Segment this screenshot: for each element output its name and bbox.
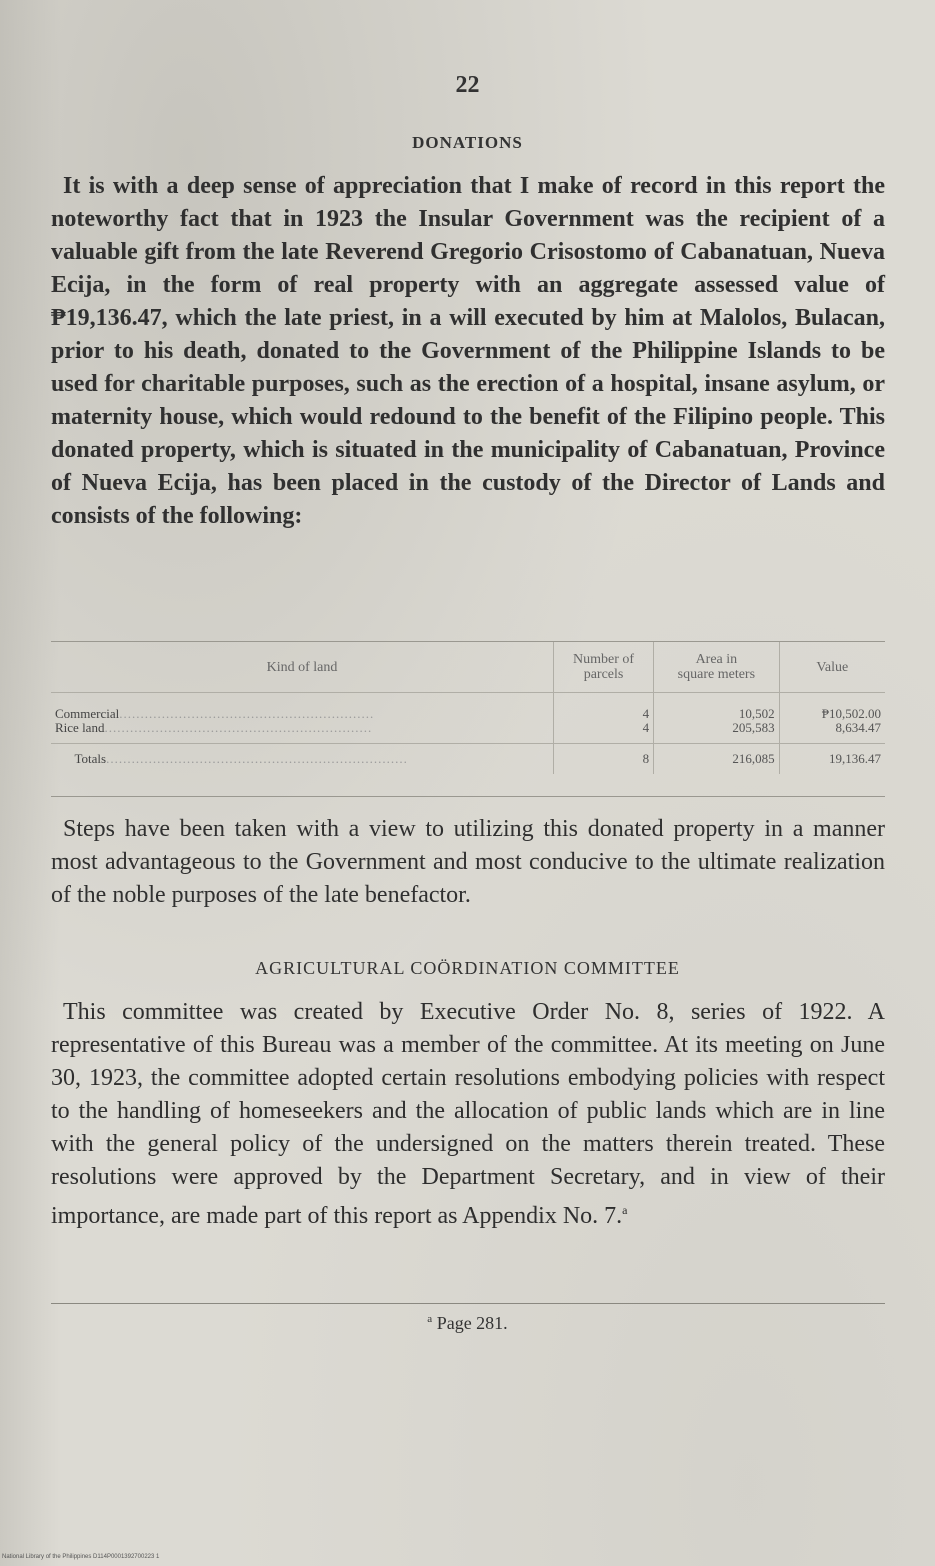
- leader-dots: ...............................................................: [104, 720, 373, 735]
- row-kind-cell: [51, 693, 554, 744]
- footnote-marker: a: [427, 1313, 433, 1325]
- footnote-divider: [51, 1303, 885, 1304]
- totals-parcels: 8: [554, 744, 654, 775]
- committee-paragraph: [51, 996, 885, 1233]
- header-area-line1: Area in: [695, 652, 738, 667]
- footnote: [0, 1313, 935, 1334]
- steps-paragraph: Steps have been taken with a view to utilizing this donated property in a manner most advantageous to the Government and most conducive to the ultimate realization of the noble purposes of the late benefactor.: [51, 816, 885, 908]
- header-value: Value: [779, 642, 885, 693]
- header-parcels-line2: parcels: [583, 667, 624, 682]
- table-row: [51, 693, 885, 744]
- totals-value: 19,136.47: [779, 744, 885, 775]
- leader-dots: .......................................................................: [106, 751, 408, 766]
- totals-label: Totals: [74, 751, 107, 766]
- committee-paragraph-text: This committee was created by Executive Order No. 8, series of 1922. A representative of this Bureau was a member of the committee. At its meeting on June 30, 1923, the committee adopted certain resolutions embodying policies with respect to the handling of homeseekers and the allocation of public lands which are in line with the general policy of the undersigned on the matters therein treated. These resolutions were approved by the Department Secretary, and in view of their importance, are made part of this report as Appendix No. 7.: [51, 999, 885, 1229]
- row-value-cell: [779, 693, 885, 744]
- table-row-totals: [51, 744, 885, 775]
- leader-dots: ............................................................: [119, 706, 375, 721]
- footnote-reference: a: [622, 1203, 628, 1217]
- header-parcels-line1: Number of: [573, 652, 635, 667]
- commercial-parcels: 4: [642, 706, 650, 721]
- header-number-of-parcels: [554, 642, 654, 693]
- rice-land-value: 8,634.47: [835, 720, 881, 735]
- committee-heading: AGRICULTURAL COÖRDINATION COMMITTEE: [255, 958, 680, 978]
- totals-area: 216,085: [654, 744, 780, 775]
- commercial-value: ₱10,502.00: [821, 706, 881, 721]
- header-area-line2: square meters: [677, 667, 756, 682]
- page-number: 22: [455, 72, 480, 98]
- footnote-text: Page 281.: [436, 1313, 508, 1333]
- totals-label-cell: [51, 744, 554, 775]
- library-stamp: National Library of the Philippines D114P0001392700223 1: [2, 1554, 160, 1560]
- commercial-area: 10,502: [738, 706, 775, 721]
- header-kind-of-land: Kind of land: [51, 642, 554, 693]
- row-parcels-cell: [554, 693, 654, 744]
- land-table: [51, 641, 885, 797]
- rice-land-parcels: 4: [642, 720, 650, 735]
- row-kind-rice-land: Rice land: [55, 720, 105, 735]
- donations-heading: DONATIONS: [412, 133, 523, 152]
- header-area: [654, 642, 780, 693]
- donations-paragraph: It is with a deep sense of appreciation that I make of record in this report the noteworthy fact that in 1923 the Insular Government was the recipient of a valuable gift from the late Reverend Gregorio Crisostomo of Cabanatuan, Nueva Ecija, in the form of real property with an aggregate assessed value of ₱19,136.47, which the late priest, in a will executed by him at Malolos, Bulacan, prior to his death, donated to the Government of the Philippine Islands to be used for charitable purposes, such as the erection of a hospital, insane asylum, or maternity house, which would redound to the benefit of the Filipino people. This donated property, which is situated in the municipality of Cabanatuan, Province of Nueva Ecija, has been placed in the custody of the Director of Lands and consists of the following:: [51, 173, 885, 529]
- row-area-cell: [654, 693, 780, 744]
- row-kind-commercial: Commercial: [55, 706, 120, 721]
- rice-land-area: 205,583: [732, 720, 775, 735]
